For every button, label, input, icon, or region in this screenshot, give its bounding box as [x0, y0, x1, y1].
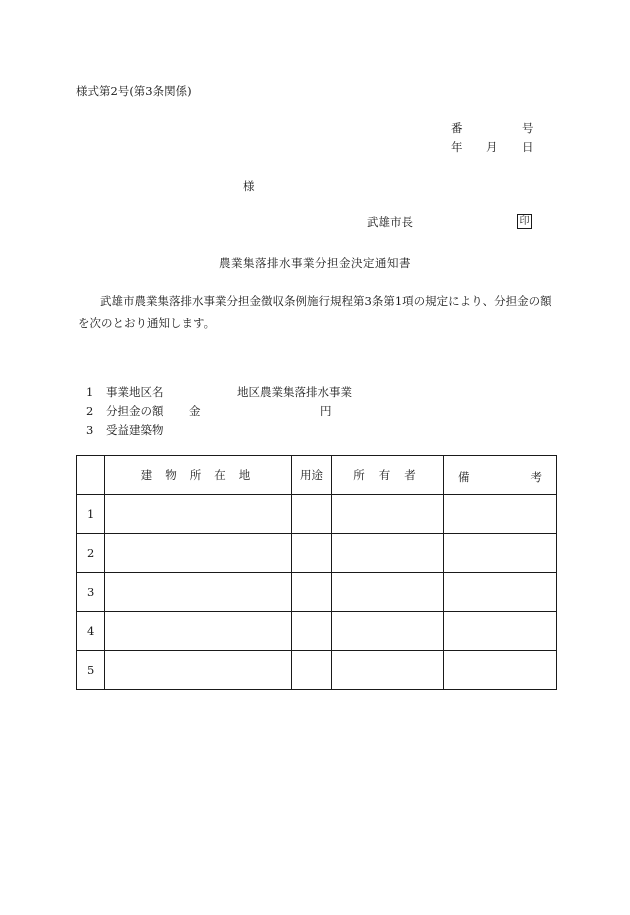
owner-cell — [332, 495, 444, 534]
header-remarks-char-2: 考 — [530, 470, 542, 484]
use-cell — [292, 612, 332, 651]
remarks-cell — [444, 495, 557, 534]
row-number: 3 — [77, 573, 105, 612]
body-paragraph: 武雄市農業集落排水事業分担金徴収条例施行規程第3条第1項の規定により、分担金の額を次のとおり通知します。 — [78, 294, 552, 330]
date-month-label: 月 — [486, 140, 498, 154]
reference-ban-label: 番 — [451, 121, 463, 135]
item-number: 3 — [86, 423, 94, 437]
row-number: 1 — [77, 495, 105, 534]
table-header-row — [77, 456, 557, 495]
header-owner: 所有者 — [332, 456, 444, 495]
location-cell — [105, 651, 292, 690]
table-row — [77, 612, 557, 651]
item-project-district — [86, 387, 164, 399]
item-project-district-value: 地区農業集落排水事業 — [237, 385, 352, 399]
amount-currency-unit: 円 — [320, 404, 332, 418]
location-cell — [105, 534, 292, 573]
amount-prefix: 金 — [189, 404, 201, 418]
item-label: 事業地区名 — [106, 385, 164, 399]
table-row — [77, 651, 557, 690]
item-benefiting-buildings — [86, 425, 164, 437]
document-title: 農業集落排水事業分担金決定通知書 — [219, 256, 411, 270]
header-building-location: 建物所在地 — [105, 456, 292, 495]
addressee-honorific: 様 — [243, 179, 255, 193]
header-remarks-char-1: 備 — [458, 470, 470, 484]
item-label: 分担金の額 — [106, 404, 164, 418]
use-cell — [292, 534, 332, 573]
item-number: 1 — [86, 385, 94, 399]
buildings-table — [76, 455, 557, 690]
remarks-cell — [444, 651, 557, 690]
table-row — [77, 534, 557, 573]
remarks-cell — [444, 534, 557, 573]
date-year-label: 年 — [451, 140, 463, 154]
remarks-cell — [444, 612, 557, 651]
seal-stamp: 印 — [517, 214, 532, 229]
owner-cell — [332, 534, 444, 573]
location-cell — [105, 495, 292, 534]
date-day-label: 日 — [522, 140, 534, 154]
table-row — [77, 495, 557, 534]
item-number: 2 — [86, 404, 94, 418]
use-cell — [292, 573, 332, 612]
remarks-cell — [444, 573, 557, 612]
use-cell — [292, 495, 332, 534]
reference-go-label: 号 — [522, 121, 534, 135]
owner-cell — [332, 651, 444, 690]
row-number: 4 — [77, 612, 105, 651]
row-number: 2 — [77, 534, 105, 573]
header-number — [77, 456, 105, 495]
row-number: 5 — [77, 651, 105, 690]
item-label: 受益建築物 — [106, 423, 164, 437]
item-charge-amount — [86, 406, 164, 418]
issuer-title: 武雄市長 — [367, 215, 413, 229]
use-cell — [292, 651, 332, 690]
form-number: 様式第2号(第3条関係) — [76, 84, 192, 98]
location-cell — [105, 612, 292, 651]
owner-cell — [332, 612, 444, 651]
location-cell — [105, 573, 292, 612]
table-row — [77, 573, 557, 612]
header-use: 用途 — [292, 456, 332, 495]
owner-cell — [332, 573, 444, 612]
header-remarks — [444, 456, 557, 495]
